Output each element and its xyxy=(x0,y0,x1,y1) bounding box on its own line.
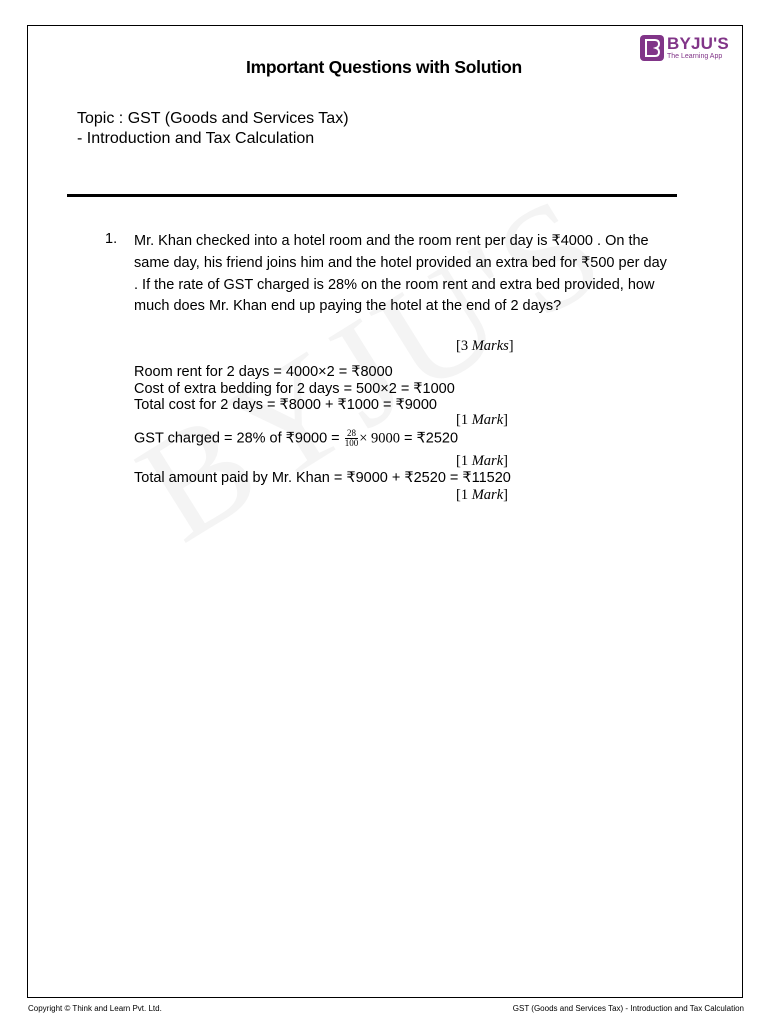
divider xyxy=(67,194,677,197)
mark-2: [1 Mark] xyxy=(456,453,508,469)
mark-1: [1 Mark] xyxy=(456,412,508,428)
solution-line-4: GST charged = 28% of ₹9000 = $\frac{28}{100}$ × 9000 = ₹2520 xyxy=(134,428,459,448)
question-text: Mr. Khan checked into a hotel room and the room rent per day is ₹4000 . On the same day, his friend joins him and the hotel provided an extra bed for ₹500 per day . If the rate of GST charged is 28% on the room rent and extra bed provided, how much does Mr. Khan end up paying the hotel at the end of 2 days? xyxy=(134,233,667,315)
logo-name: BYJU'S xyxy=(667,34,729,53)
question-number: 1. xyxy=(105,231,118,247)
solution-line-5: Total amount paid by Mr. Khan = ₹9000 + ₹2520 = ₹11520 xyxy=(134,470,511,486)
footer-title: GST (Goods and Services Tax) - Introduction and Tax Calculation xyxy=(512,1004,744,1013)
footer-copyright: Copyright © Think and Learn Pvt. Ltd. xyxy=(28,1004,162,1013)
solution-line-2: Cost of extra bedding for 2 days = 500×2 = ₹1000 xyxy=(134,381,455,397)
mark-3: [1 Mark] xyxy=(456,487,508,503)
page-frame xyxy=(27,25,743,998)
topic-heading: Topic : GST (Goods and Services Tax) - Introduction and Tax Calculation xyxy=(77,110,349,147)
page-title: Important Questions with Solution xyxy=(246,57,522,77)
fraction: $\frac{28}{100}$ xyxy=(344,428,359,448)
solution-line-1: Room rent for 2 days = 4000×2 = ₹8000 xyxy=(134,364,393,380)
solution-line-3: Total cost for 2 days = ₹8000 + ₹1000 = ₹9000 xyxy=(134,397,437,413)
question-marks: [3 Marks] xyxy=(456,338,514,354)
logo-tagline: The Learning App xyxy=(667,53,723,60)
